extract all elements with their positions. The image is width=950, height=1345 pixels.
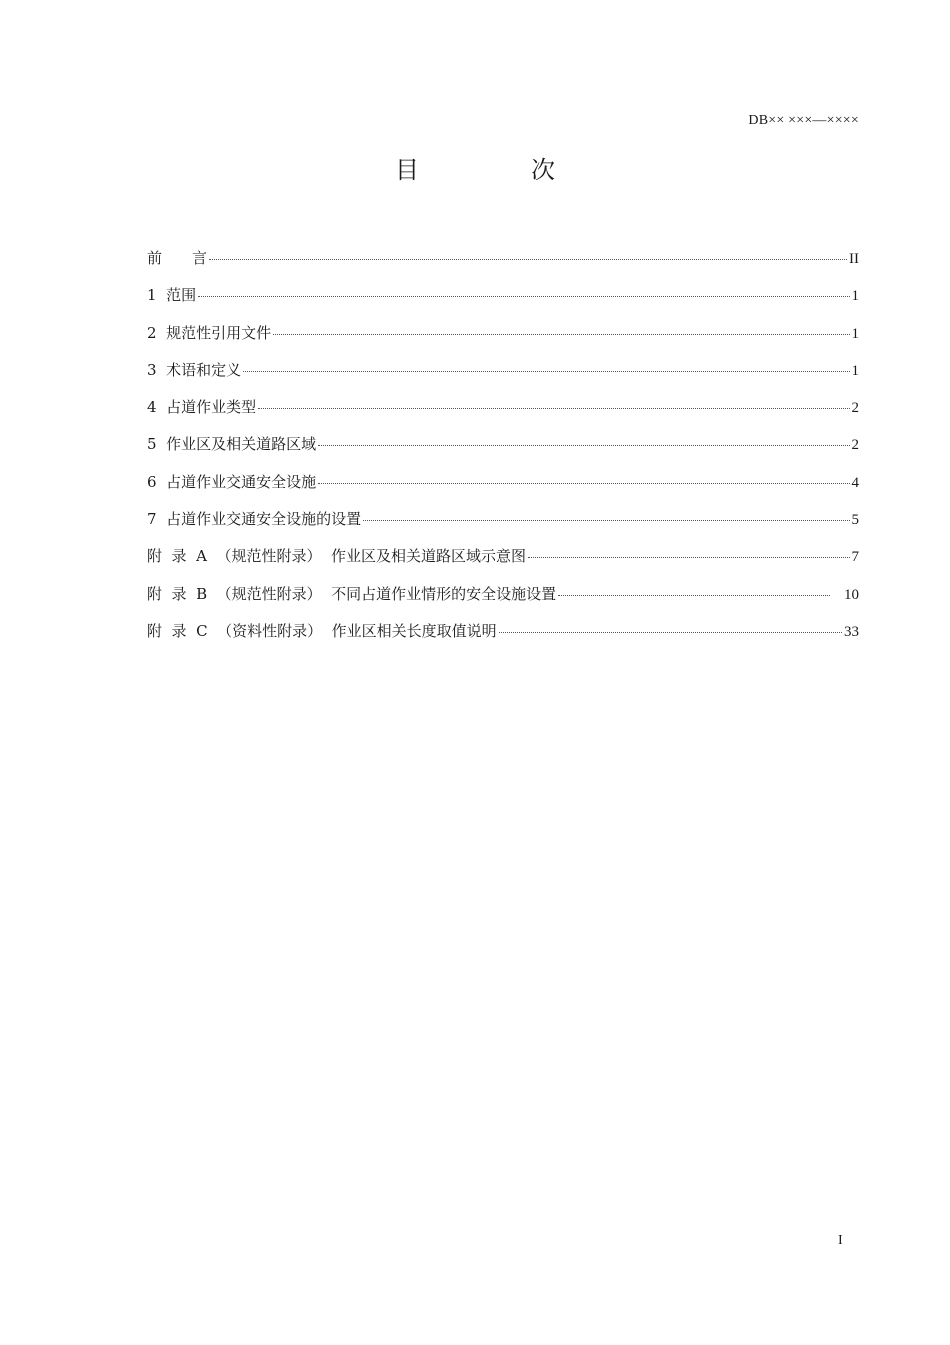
toc-entry-label: 1 范围 (147, 286, 197, 305)
toc-entry-label: 附 录 A （规范性附录） 作业区及相关道路区域示意图 (147, 547, 526, 566)
dot-leader (198, 296, 849, 297)
toc-entry-page: 10 (844, 586, 859, 603)
document-code: DB×× ×××—×××× (748, 113, 859, 128)
toc-entry-page: 5 (851, 512, 859, 529)
toc-entry-page: 2 (851, 437, 859, 454)
toc-entry-page: 33 (844, 623, 859, 640)
toc-entry-appendix-a[interactable] (147, 546, 859, 583)
toc-entry-label: 7 占道作业交通安全设施的设置 (147, 510, 362, 529)
dot-leader (318, 483, 849, 484)
dot-leader (363, 520, 849, 521)
toc-entry-appendix-c[interactable] (147, 621, 859, 658)
toc-entry-facility-setup[interactable] (147, 509, 859, 546)
toc-entry-label: 前 言 (147, 249, 208, 267)
toc-entry-work-zones[interactable] (147, 434, 859, 471)
toc-entry-label: 2 规范性引用文件 (147, 323, 272, 342)
toc-entry-label: 3 术语和定义 (147, 360, 242, 379)
toc-entry-page: 1 (851, 362, 859, 379)
toc-entry-terms-definitions[interactable] (147, 360, 859, 397)
dot-leader (243, 371, 849, 372)
toc-entry-label: 附 录 B （规范性附录） 不同占道作业情形的安全设施设置 (147, 584, 557, 603)
toc-entry-appendix-b[interactable] (147, 584, 859, 621)
dot-leader (209, 259, 847, 260)
toc-entry-scope[interactable] (147, 285, 859, 322)
dot-leader (318, 445, 849, 446)
toc-entry-work-types[interactable] (147, 397, 859, 434)
toc-entry-page: 1 (851, 325, 859, 342)
page-title: 目 次 (395, 156, 599, 184)
dot-leader (499, 632, 842, 633)
toc-entry-label: 附 录 C （资料性附录） 作业区相关长度取值说明 (147, 621, 497, 640)
toc-entry-label: 5 作业区及相关道路区域 (147, 435, 317, 454)
toc-entry-page: 7 (851, 549, 859, 566)
dot-leader (273, 334, 849, 335)
toc-entry-safety-facilities[interactable] (147, 472, 859, 509)
dot-leader (528, 557, 850, 558)
dot-leader (258, 408, 849, 409)
toc-entry-label: 6 占道作业交通安全设施 (147, 472, 317, 491)
toc-entry-page: 2 (851, 400, 859, 417)
table-of-contents (147, 248, 859, 658)
toc-entry-page: 4 (851, 474, 859, 491)
dot-leader (558, 595, 830, 596)
toc-entry-page: II (849, 251, 859, 267)
toc-entry-foreword[interactable] (147, 248, 859, 285)
toc-entry-normative-references[interactable] (147, 323, 859, 360)
toc-entry-page: 1 (851, 288, 859, 305)
page-number: I (838, 1233, 843, 1248)
toc-entry-label: 4 占道作业类型 (147, 398, 257, 417)
